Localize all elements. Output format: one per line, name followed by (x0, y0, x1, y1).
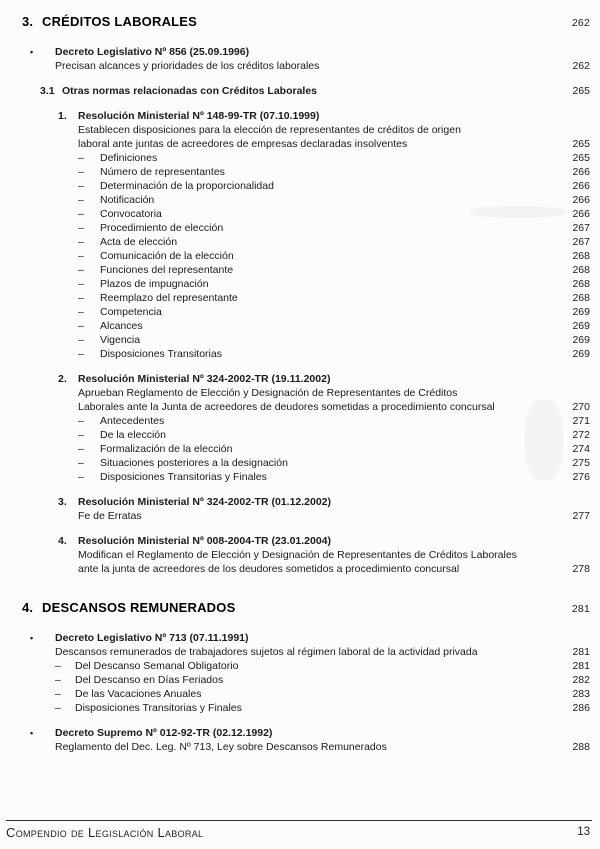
toc-item (22, 263, 590, 277)
toc-item (22, 193, 590, 207)
toc-item (22, 701, 590, 715)
toc-entry-title (22, 372, 590, 386)
toc-item-left (78, 165, 556, 179)
page-number: 277 (572, 510, 590, 522)
toc-entry-desc-left (78, 509, 556, 523)
toc-entry-desc (22, 386, 590, 400)
toc-item-left (55, 687, 556, 701)
toc-item (22, 305, 590, 319)
dash-icon: – (78, 415, 84, 427)
toc-item-left (78, 456, 556, 470)
toc-entry-title (22, 534, 590, 548)
toc-item (22, 333, 590, 347)
toc-item-left (78, 277, 556, 291)
toc-item-label: Disposiciones Transitorias y Finales (75, 702, 242, 714)
toc-subsection-heading-left (40, 84, 556, 98)
toc-item (22, 659, 590, 673)
footer-page-number: 13 (577, 826, 590, 838)
toc-entry-desc-left (55, 59, 556, 73)
dash-icon: – (78, 194, 84, 206)
entry-title-text: Decreto Legislativo Nº 713 (07.11.1991) (55, 632, 249, 644)
entry-title-text: Resolución Ministerial Nº 008-2004-TR (23.01.2004) (78, 535, 332, 547)
toc-item-left (78, 305, 556, 319)
page-number: 265 (572, 138, 590, 150)
page-number: 286 (572, 702, 590, 714)
dash-icon: – (55, 702, 61, 714)
toc-item (22, 687, 590, 701)
toc-item-label: Determinación de la proporcionalidad (100, 180, 274, 192)
toc-entry-title-left (30, 631, 556, 645)
dash-icon: – (78, 471, 84, 483)
toc-item-label: Antecedentes (100, 415, 165, 427)
entry-title-text: Resolución Ministerial Nº 324-2002-TR (01.12.2002) (78, 496, 332, 508)
dash-icon: – (78, 264, 84, 276)
dash-icon: – (55, 660, 61, 672)
entry-title-text: Resolución Ministerial Nº 148-99-TR (07.10.1999) (78, 110, 320, 122)
toc-section-heading-left (22, 14, 556, 30)
entry-number: 3. (58, 496, 67, 508)
toc-entry-title (22, 726, 590, 740)
toc-entry-desc-left (55, 740, 556, 754)
toc-entry-title-left (58, 109, 556, 123)
toc-entry-desc (22, 509, 590, 523)
page-number: 262 (571, 17, 590, 29)
toc-entry-desc (22, 123, 590, 137)
dash-icon: – (78, 208, 84, 220)
page-number: 282 (572, 674, 590, 686)
toc-item-label: Del Descanso en Días Feriados (75, 674, 224, 686)
toc-entry-desc-left (78, 123, 556, 137)
page-number: 265 (572, 152, 590, 164)
toc-item-left (78, 442, 556, 456)
page-number: 270 (572, 401, 590, 413)
toc-entry-title-left (30, 726, 556, 740)
page-number: 269 (572, 334, 590, 346)
dash-icon: – (78, 292, 84, 304)
toc-item (22, 179, 590, 193)
subsection-title: Otras normas relacionadas con Créditos Laborales (62, 85, 318, 97)
entry-desc-line: Laborales ante la Junta de acreedores de deudores sometidas a procedimiento concursal (78, 401, 495, 413)
toc-item (22, 428, 590, 442)
toc-entry-desc-left (78, 548, 556, 562)
page-number: 266 (572, 166, 590, 178)
toc-item-left (78, 414, 556, 428)
toc (22, 14, 590, 754)
toc-entry-desc-left (55, 645, 556, 659)
toc-entry-desc-left (78, 137, 556, 151)
page-number: 268 (572, 292, 590, 304)
dash-icon: – (78, 443, 84, 455)
toc-item-label: Comunicación de la elección (100, 250, 234, 262)
toc-entry-title-left (58, 495, 556, 509)
dash-icon: – (78, 278, 84, 290)
entry-desc-line: Modifican el Reglamento de Elección y Designación de Representantes de Créditos Laborales (78, 549, 517, 561)
toc-entry-title-left (58, 372, 556, 386)
subsection-number: 3.1 (40, 85, 55, 97)
dash-icon: – (78, 306, 84, 318)
page-number: 267 (572, 222, 590, 234)
toc-entry-title (22, 45, 590, 59)
entry-number: 1. (58, 110, 67, 122)
page-number: 266 (572, 208, 590, 220)
toc-entry-desc-left (78, 562, 556, 576)
toc-entry-desc (22, 400, 590, 414)
toc-item-label: Convocatoria (100, 208, 162, 220)
toc-subsection-heading (22, 84, 590, 98)
toc-item-label: Disposiciones Transitorias (100, 348, 222, 360)
toc-item (22, 673, 590, 687)
dash-icon: – (78, 320, 84, 332)
toc-entry-title (22, 631, 590, 645)
toc-item-label: Funciones del representante (100, 264, 234, 276)
toc-item (22, 165, 590, 179)
toc-item (22, 235, 590, 249)
toc-item-label: De las Vacaciones Anuales (75, 688, 202, 700)
page-number: 281 (571, 603, 590, 615)
toc-entry-desc (22, 562, 590, 576)
page-number: 269 (572, 348, 590, 360)
toc-entry-desc (22, 645, 590, 659)
toc-section-heading (22, 14, 590, 31)
toc-item-left (78, 193, 556, 207)
page-number: 283 (572, 688, 590, 700)
section-number: 3. (22, 14, 34, 29)
toc-item-label: Notificación (100, 194, 155, 206)
toc-entry-desc (22, 59, 590, 73)
toc-item-left (78, 179, 556, 193)
toc-item-label: Alcances (100, 320, 143, 332)
page-number: 272 (572, 429, 590, 441)
dash-icon: – (78, 166, 84, 178)
toc-entry-desc (22, 548, 590, 562)
toc-section-heading (22, 600, 590, 617)
toc-item-left (78, 151, 556, 165)
toc-item-label: Número de representantes (100, 166, 225, 178)
toc-entry-title (22, 109, 590, 123)
entry-desc-line: Establecen disposiciones para la elección de representantes de créditos de origen (78, 124, 461, 136)
toc-entry-desc-left (78, 400, 556, 414)
toc-item-left (55, 673, 556, 687)
page-number: 265 (572, 85, 590, 97)
entry-title-text: Decreto Legislativo Nº 856 (25.09.1996) (55, 46, 250, 58)
toc-section-heading-left (22, 600, 556, 616)
entry-number: 2. (58, 373, 67, 385)
toc-item-left (78, 235, 556, 249)
toc-item-left (78, 347, 556, 361)
toc-item-label: Reemplazo del representante (100, 292, 238, 304)
toc-item-label: Disposiciones Transitorias y Finales (100, 471, 267, 483)
dash-icon: – (78, 348, 84, 360)
toc-item (22, 456, 590, 470)
toc-item-left (78, 428, 556, 442)
entry-desc-line: laboral ante juntas de acreedores de empresas declaradas insolventes (78, 138, 408, 150)
entry-desc-line: Aprueban Reglamento de Elección y Designación de Representantes de Créditos (78, 387, 458, 399)
entry-desc-line: Descansos remunerados de trabajadores sujetos al régimen laboral de la actividad privada (55, 646, 478, 658)
bullet-icon: • (30, 47, 34, 57)
page-number: 274 (572, 443, 590, 455)
entry-desc-line: Reglamento del Dec. Leg. Nº 713, Ley sobre Descansos Remunerados (55, 741, 387, 753)
toc-item (22, 249, 590, 263)
toc-item-label: Procedimiento de elección (100, 222, 224, 234)
toc-item-left (55, 659, 556, 673)
page-footer (6, 820, 592, 849)
entry-desc-line: ante la junta de acreedores de los deudores sometidos a procedimiento concursal (78, 563, 460, 575)
toc-item (22, 221, 590, 235)
toc-item (22, 291, 590, 305)
toc-item-left (78, 263, 556, 277)
toc-item-label: Vigencia (100, 334, 141, 346)
dash-icon: – (78, 222, 84, 234)
toc-item-label: Del Descanso Semanal Obligatorio (75, 660, 239, 672)
dash-icon: – (78, 334, 84, 346)
section-number: 4. (22, 600, 34, 615)
toc-item (22, 319, 590, 333)
toc-item-label: Plazos de impugnación (100, 278, 209, 290)
toc-item (22, 207, 590, 221)
toc-item (22, 442, 590, 456)
page-number: 281 (572, 660, 590, 672)
dash-icon: – (78, 429, 84, 441)
toc-item-label: De la elección (100, 429, 166, 441)
toc-item-left (78, 470, 556, 484)
page-number: 275 (572, 457, 590, 469)
toc-entry-desc (22, 137, 590, 151)
page-number: 278 (572, 563, 590, 575)
toc-item-label: Definiciones (100, 152, 158, 164)
bullet-icon: • (30, 728, 34, 738)
section-title: DESCANSOS REMUNERADOS (42, 600, 236, 615)
entry-number: 4. (58, 535, 67, 547)
footer-book-title: Compendio de Legislación Laboral (6, 824, 204, 840)
section-title: CRÉDITOS LABORALES (42, 14, 198, 29)
toc-entry-title-left (30, 45, 556, 59)
dash-icon: – (78, 457, 84, 469)
toc-item-left (78, 207, 556, 221)
page-number: 276 (572, 471, 590, 483)
dash-icon: – (78, 152, 84, 164)
entry-title-text: Decreto Supremo Nº 012-92-TR (02.12.1992) (55, 727, 273, 739)
page-number: 268 (572, 264, 590, 276)
toc-item-label: Acta de elección (100, 236, 178, 248)
page-number: 269 (572, 306, 590, 318)
toc-item-left (78, 319, 556, 333)
toc-item (22, 151, 590, 165)
page-number: 271 (572, 415, 590, 427)
dash-icon: – (55, 688, 61, 700)
toc-item-left (78, 291, 556, 305)
page-number: 288 (572, 741, 590, 753)
page-number: 262 (572, 60, 590, 72)
page-number: 269 (572, 320, 590, 332)
toc-item-label: Formalización de la elección (100, 443, 233, 455)
toc-item-left (78, 221, 556, 235)
page-number: 268 (572, 278, 590, 290)
page-number: 281 (572, 646, 590, 658)
entry-desc-line: Fe de Erratas (78, 510, 142, 522)
page-number: 268 (572, 250, 590, 262)
toc-entry-desc (22, 740, 590, 754)
dash-icon: – (55, 674, 61, 686)
toc-item (22, 347, 590, 361)
toc-item (22, 414, 590, 428)
toc-item-left (55, 701, 556, 715)
bullet-icon: • (30, 633, 34, 643)
entry-title-text: Resolución Ministerial Nº 324-2002-TR (19.11.2002) (78, 373, 331, 385)
toc-item-left (78, 249, 556, 263)
page-number: 266 (572, 180, 590, 192)
toc-item-left (78, 333, 556, 347)
toc-item-label: Competencia (100, 306, 162, 318)
dash-icon: – (78, 236, 84, 248)
entry-desc-line: Precisan alcances y prioridades de los créditos laborales (55, 60, 320, 72)
toc-item-label: Situaciones posteriores a la designación (100, 457, 288, 469)
toc-entry-title (22, 495, 590, 509)
page-number: 267 (572, 236, 590, 248)
dash-icon: – (78, 180, 84, 192)
page-number: 266 (572, 194, 590, 206)
dash-icon: – (78, 250, 84, 262)
toc-entry-title-left (58, 534, 556, 548)
toc-item (22, 277, 590, 291)
toc-entry-desc-left (78, 386, 556, 400)
toc-item (22, 470, 590, 484)
